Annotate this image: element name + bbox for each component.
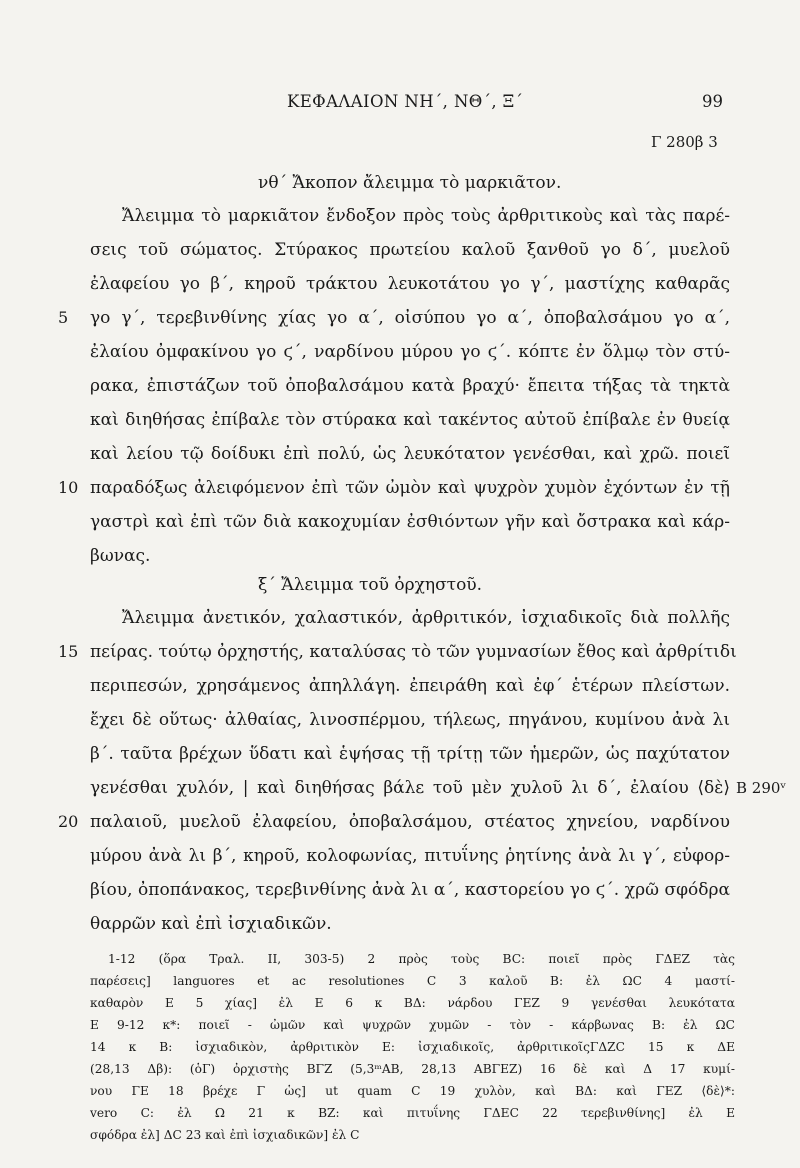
text-line: περιπεσών, χρησάμενος ἀπηλλάγη. ἐπειράθη καὶ ἐφ΄ ἑτέρων πλείστων. — [90, 676, 730, 696]
apparatus-line: καθαρὸν E 5 χίας] ἐλ E 6 κ ΒΔ: νάρδου ΓΕΖ 9 γενέσθαι λευκότατα — [90, 996, 735, 1010]
page-number: 99 — [702, 92, 723, 111]
line-number-10: 10 — [58, 478, 79, 497]
text-line: ἔχει δὲ οὕτως· ἀλθαίας, λινοσπέρμου, τήλεως, πηγάνου, κυμίνου ἀνὰ λι — [90, 710, 730, 730]
text-line: βίου, ὀποπάνακος, τερεβινθίνης ἀνὰ λι α΄, καστορείου γο ϛ΄. χρῶ σφόδρα — [90, 880, 730, 900]
line-number-15: 15 — [58, 642, 79, 661]
text-line: παλαιοῦ, μυελοῦ ἐλαφείου, ὀποβαλσάμου, στέατος χηνείου, ναρδίνου — [90, 812, 730, 832]
text-line: σεις τοῦ σώματος. Στύρακος πρωτείου καλοῦ ξανθοῦ γο δ΄, μυελοῦ — [90, 240, 730, 260]
apparatus-line: 14 κ B: ἰσχιαδικὸν, ἀρθριτικὸν E: ἰσχιαδικοῖς, ἀρθριτικοῖςΓΔΖC 15 κ ΔΕ — [90, 1040, 735, 1054]
apparatus-line: vero C: ἐλ Ω 21 κ ΒΖ: καὶ πιτυΐνης ΓΔΕC 22 τερεβινθίνης] ἐλ E — [90, 1106, 735, 1120]
text-line: γαστρὶ καὶ ἐπὶ τῶν διὰ κακοχυμίαν ἐσθιόντων γῆν καὶ ὄστρακα καὶ κάρ- — [90, 512, 730, 532]
chapter-59-heading: νθ΄ Ἄκοπον ἄλειμμα τὸ μαρκιᾶτον. — [258, 173, 562, 193]
text-line: καὶ διηθήσας ἐπίβαλε τὸν στύρακα καὶ τακέντος αὐτοῦ ἐπίβαλε ἐν θυείᾳ — [90, 410, 730, 430]
apparatus-line: E 9-12 κ*: ποιεῖ - ὠμῶν καὶ ψυχρῶν χυμῶν - τὸν - κάρβωνας B: ἐλ ΩC — [90, 1018, 735, 1032]
text-line: βωνας. — [90, 546, 151, 566]
text-line: γενέσθαι χυλόν, | καὶ διηθήσας βάλε τοῦ μὲν χυλοῦ λι δ΄, ἐλαίου ⟨δὲ⟩ — [90, 778, 730, 798]
apparatus-line: (28,13 Δβ): (ὁΓ) ὀρχιστὴς ΒΓΖ (5,3ᵐΑΒ, 28,13 ΑΒΓΕΖ) 16 δὲ καὶ Δ 17 κυμί- — [90, 1062, 735, 1076]
manuscript-reference: Γ 280β 3 — [651, 133, 718, 151]
apparatus-line: σφόδρα ἐλ] ΔC 23 καὶ ἐπὶ ἰσχιαδικῶν] ἐλ C — [90, 1128, 360, 1142]
text-line: μύρου ἀνὰ λι β΄, κηροῦ, κολοφωνίας, πιτυΐνης ῥητίνης ἀνὰ λι γ΄, εὐφορ- — [90, 846, 730, 866]
text-line: καὶ λείου τῷ δοίδυκι ἐπὶ πολύ, ὡς λευκότατον γενέσθαι, καὶ χρῶ. ποιεῖ — [90, 444, 730, 464]
chapter-60-heading: ξ΄ Ἄλειμμα τοῦ ὀρχηστοῦ. — [258, 575, 483, 595]
text-line: θαρρῶν καὶ ἐπὶ ἰσχιαδικῶν. — [90, 914, 332, 934]
running-head — [0, 92, 800, 116]
line-number-20: 20 — [58, 812, 79, 831]
text-line: ἐλαφείου γο β΄, κηροῦ τράκτου λευκοτάτου γο γ΄, μαστίχης καθαρᾶς — [90, 274, 730, 294]
text-line: παραδόξως ἀλειφόμενον ἐπὶ τῶν ὠμὸν καὶ ψυχρὸν χυμὸν ἐχόντων ἐν τῇ — [90, 478, 730, 498]
margin-note: B 290ᵛ — [736, 779, 787, 797]
text-line: πείρας. τούτῳ ὀρχηστής, καταλύσας τὸ τῶν γυμνασίων ἔθος καὶ ἀρθρίτιδι — [90, 642, 737, 662]
text-line: ἐλαίου ὀμφακίνου γο ϛ΄, ναρδίνου μύρου γο ϛ΄. κόπτε ἐν ὅλμῳ τὸν στύ- — [90, 342, 730, 362]
apparatus-line: παρέσεις] languores et ac resolutiones C 3 καλοῦ B: ἐλ ΩC 4 μαστί- — [90, 974, 735, 988]
chapter-running-title: ΚΕΦΑΛΑΙΟΝ ΝΗ΄, ΝΘ΄, Ξ΄ — [287, 92, 524, 111]
line-number-5: 5 — [58, 308, 69, 327]
text-line: ρακα, ἐπιστάζων τοῦ ὀποβαλσάμου κατὰ βραχύ· ἔπειτα τήξας τὰ τηκτὰ — [90, 376, 730, 396]
text-line: Ἄλειμμα τὸ μαρκιᾶτον ἔνδοξον πρὸς τοὺς ἀρθριτικοὺς καὶ τὰς παρέ- — [122, 206, 730, 226]
text-line: γο γ΄, τερεβινθίνης χίας γο α΄, οἰσύπου γο α΄, ὀποβαλσάμου γο α΄, — [90, 308, 730, 328]
apparatus-line: 1-12 (ὅρα Τραλ. II, 303-5) 2 πρὸς τοὺς BC: ποιεῖ πρὸς ΓΔΕΖ τὰς — [108, 952, 735, 966]
text-line: Ἄλειμμα ἀνετικόν, χαλαστικόν, ἀρθριτικόν, ἰσχιαδικοῖς διὰ πολλῆς — [122, 608, 730, 628]
text-line: β΄. ταῦτα βρέχων ὕδατι καὶ ἑψήσας τῇ τρίτῃ τῶν ἡμερῶν, ὡς παχύτατον — [90, 744, 730, 764]
apparatus-line: νου ΓΕ 18 βρέχε Γ ὡς] ut quam C 19 χυλὸν, καὶ ΒΔ: καὶ ΓΕΖ ⟨δὲ⟩*: — [90, 1084, 735, 1098]
